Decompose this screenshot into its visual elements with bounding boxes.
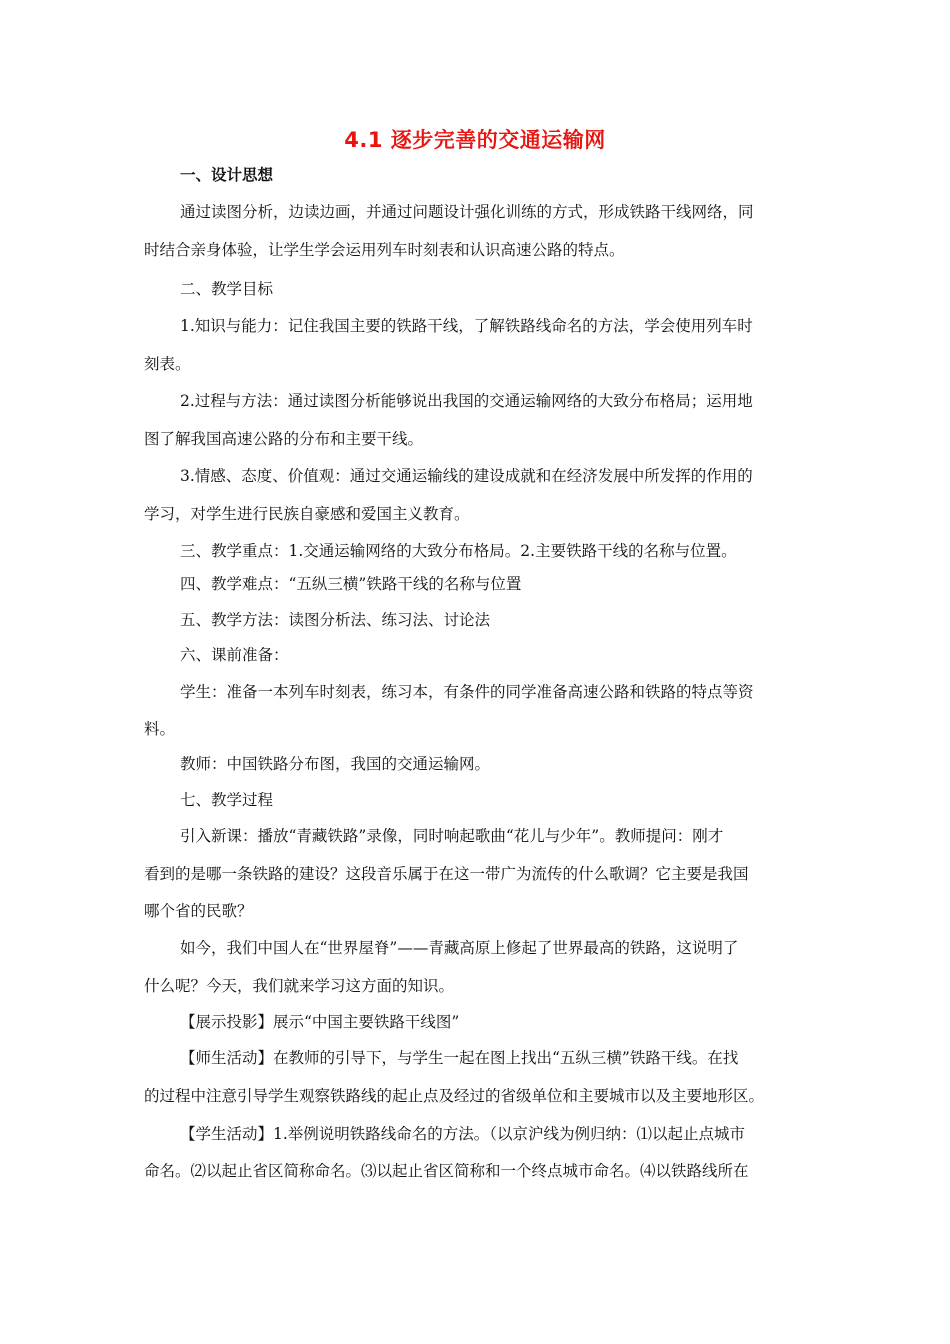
paragraph-line: 【学生活动】1.举例说明铁路线命名的方法。（以京沪线为例归纳：⑴以起止点城市 (180, 1125, 746, 1143)
paragraph-line: 看到的是哪一条铁路的建设？这段音乐属于在这一带广为流传的什么歌调？它主要是我国 (144, 865, 749, 883)
paragraph-line: 引入新课：播放“青藏铁路”录像，同时响起歌曲“花儿与少年”。教师提问：刚才 (180, 827, 724, 845)
paragraph-line: 时结合亲身体验，让学生学会运用列车时刻表和认识高速公路的特点。 (144, 241, 625, 259)
section-heading-difficulties: 四、教学难点：“五纵三横”铁路干线的名称与位置 (180, 575, 522, 593)
section-heading-goals: 二、教学目标 (180, 280, 274, 298)
paragraph-line: 1.知识与能力：记住我国主要的铁路干线，了解铁路线命名的方法，学会使用列车时 (180, 317, 753, 335)
paragraph-line: 图了解我国高速公路的分布和主要干线。 (144, 430, 424, 448)
paragraph-line: 命名。⑵以起止省区简称命名。⑶以起止省区简称和一个终点城市命名。⑷以铁路线所在 (144, 1162, 749, 1180)
section-heading-methods: 五、教学方法：读图分析法、练习法、讨论法 (180, 611, 491, 629)
paragraph-line: 教师：中国铁路分布图，我国的交通运输网。 (180, 755, 491, 773)
paragraph-line: 的过程中注意引导学生观察铁路线的起止点及经过的省级单位和主要城市以及主要地形区。 (144, 1087, 765, 1105)
paragraph-line: 什么呢？今天，我们就来学习这方面的知识。 (144, 977, 455, 995)
section-heading-key-points: 三、教学重点：1.交通运输网络的大致分布格局。2.主要铁路干线的名称与位置。 (180, 542, 737, 560)
paragraph-line: 学习，对学生进行民族自豪感和爱国主义教育。 (144, 505, 470, 523)
paragraph-line: 3.情感、态度、价值观：通过交通运输线的建设成就和在经济发展中所发挥的作用的 (180, 467, 753, 485)
section-heading-design: 一、设计思想 (180, 166, 274, 184)
paragraph-line: 【展示投影】展示“中国主要铁路干线图” (180, 1013, 460, 1031)
paragraph-line: 料。 (144, 720, 176, 738)
section-heading-process: 七、教学过程 (180, 791, 274, 809)
paragraph-line: 如今，我们中国人在“世界屋脊”——青藏高原上修起了世界最高的铁路，这说明了 (180, 939, 739, 957)
document-title: 4.1 逐步完善的交通运输网 (344, 128, 606, 152)
paragraph-line: 【师生活动】在教师的引导下，与学生一起在图上找出“五纵三横”铁路干线。在找 (180, 1049, 739, 1067)
paragraph-line: 哪个省的民歌？ (144, 902, 253, 920)
section-heading-preparation: 六、课前准备： (180, 646, 289, 664)
paragraph-line: 刻表。 (144, 355, 191, 373)
paragraph-line: 通过读图分析，边读边画，并通过问题设计强化训练的方式，形成铁路干线网络，同 (180, 203, 754, 221)
paragraph-line: 学生：准备一本列车时刻表，练习本，有条件的同学准备高速公路和铁路的特点等资 (180, 683, 754, 701)
paragraph-line: 2.过程与方法：通过读图分析能够说出我国的交通运输网络的大致分布格局；运用地 (180, 392, 753, 410)
